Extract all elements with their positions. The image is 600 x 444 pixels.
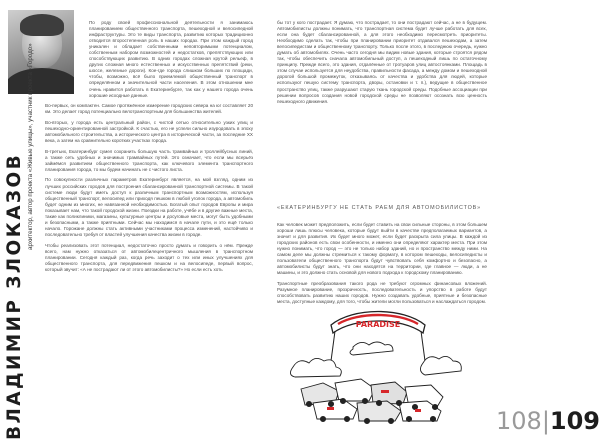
article-column-2	[277, 20, 487, 109]
pull-quote: «ЕКАТЕРИНБУРГУ НЕ СТАТЬ РАЕМ ДЛЯ АВТОМОБИЛИСТОВ»	[277, 205, 482, 211]
cars-traffic-jam	[301, 379, 443, 424]
paradise-traffic-illustration	[283, 303, 473, 426]
author-role: архитектор, автор проекта «Живые улицы», участник проекта «Городо»	[27, 43, 34, 250]
paragraph: Как человек может предположить, если будет ставить на свои сильные стороны, в этом большем хороши лишь плюсы человека, которые будут выйти в качестве предполагаемых вариантов, а значит и для развития. Их будет много может, если будет раскрыта сила улицы. В каждой из городских районов есть свои особенности, и именно они определяют характер места. При этом нужно понимать, что город — это не только набор зданий, но и пространство между ними. На самом деле мы должны стремиться к такому формату, в котором пешеходы, велосипедисты и пользователи общественного транспорта будут чувствовать себя комфортно и безопасно, а автомобилисты будут знать, что они находятся на территории, где главное — люди, а не машины, и это должно стать основой для нового подхода к городскому планированию.	[277, 222, 487, 276]
article-column-2-continued	[277, 222, 487, 310]
clouds	[290, 342, 461, 377]
paragraph: По роду своей профессиональной деятельности я занимаюсь планированием общественного транспорта, пешеходной и велосипедной инфраструктуры. Это те виды транспорта, развитию которых традиционно отводится второстепенная роль в наших городах. При этом каждый город уникален и обладает собственными неповторимыми потенциалом, собственным набором возможностей и недостатков, препятствующих или способствующих развитию. В одних городах сложная крутой рельеф, в других сложная много естественных и искусственных препятствий (реки, шоссе, железные дороги). Кое-где города слишком больших по площади, чтобы, возможно, всё было приемлемой общественный транспорт в определённом и значительной части населения. В этом отношении мне очень нравится работать в Екатеринбурге, так как у нашего города очень хорошие исходные данные.	[89, 20, 253, 98]
paragraph: В-третьих, Екатеринбург сумел сохранить большую часть трамвайных и троллейбусных линий, а также сеть удобных и значимых трамвайных путей. Это означает, что если мы всерьёз займёмся развитием общественного транспорта, как ключевого элемента транспортного планирования города, то мы будем начинать не с чистого листа.	[45, 148, 253, 172]
paragraph: Во-вторых, у города есть центральный район, с чистой сетью относительно узких улиц и пешеходно-ориентированной застройкой. К счастью, его не успели сильно изуродовать в эпоху автомобильного строительства, а исторического центра в исторической части, за последние XX века, а затем на сравнительно коротких участках города.	[45, 119, 253, 144]
paragraph: По совокупности различных параметров Екатеринбург является, на мой взгляд, одним из лучших российских городов для построения сбалансированной транспортной системы. В такой системе люди будут иметь доступ к различным транспортным возможностям, используя общественный транспорт, велосипед или приходя пешком в любой уголок города, а автомобиль будет одним из многих, не навязанной необходимостью. Богатый опыт городов Европы и мира показывает нам, что такой городской жизни. Поездки на работе, учёбе и в другие важные места, такие как поликлиники, магазины, культурные центры и досуговые места, могут быть удобными и безопасными, а также приятными. Сейчас мы находимся в начале пути, и это ещё только начало. Горожане должны стать активными участниками процесса изменений, настойчиво и последовательно требуя от властей улучшения качества жизни в городе.	[45, 177, 253, 237]
paragraph: Во-первых, он компактен. Самое протяжённое измерение городских севера на юг составляет 20 км. Это делает город потенциально велотранспортным для большинства жителей.	[45, 103, 253, 115]
paragraph: бы тот у кого пострадает. Я думаю, что пострадает, то они пострадают сейчас, а не в будущем. Автомобилисты должны понимать, что транспортная система будет лучше работать для всех, если она будет сбалансированной, а для этого необходимо пересмотреть приоритеты. Необходимо сделать так, чтобы при планировании приоритет отдавался пешеходам, а затем велосипедистам и общественному транспорту. Только после этого, в последнюю очередь, нужно думать об автомобилях. Очень часто сегодня мы видим новые здания, которые строятся рядом так, чтобы обеспечить сначала автомобильный доступ, а пешеходный лишь по остаточному принципу. Прежде всего, это здания, отдалённые от тротуаров улиц автостоянками. Площадь в этом случае используется для неудобства, правильности фасада, а между домом и пешеходной дорогой большой промежуток, отказываясь от качества и удобства для людей, которые используют пешую систему транспорта, дворы, остановки и т. п.), ведущие в общественное пространство улиц, также разрушают старую ткань городской среды. Подобные ассоциации при решении вопросов создания новой городской среды не позволяют осознать всю ценность пешеходного движения.	[277, 20, 487, 104]
article-column-1	[45, 20, 253, 277]
page-number-left: 108	[496, 407, 542, 435]
paragraph: Транспортные преобразования такого рода не требуют огромных финансовых вложений. Разумное планирование, прозрачность, последовательность и упорство в работе будут способствовать развитию наших городов. Нужно создавать удобные, приятные и безопасные места, доступные каждому, для того, чтобы жители могли пользоваться и наслаждаться городом.	[277, 281, 487, 305]
author-name: ВЛАДИМИР ЗЛОКАЗОВ	[4, 152, 25, 440]
page-numbers	[496, 408, 600, 434]
page-number-separator: |	[541, 407, 550, 435]
paradise-sign	[331, 312, 425, 362]
paragraph: Чтобы реализовать этот потенциал, недостаточно просто думать и говорить о нём. Прежде всего, нам нужно отказаться от автомобилецентричного мышления в транспортном планировании. Сегодня каждый раз, когда речь заходит о тех или иных улучшениях для общественного транспорта, для передвижения пешком и на велосипеде, первый вопрос, который звучит: «А не пострадают ли от этого автомобилисты?» Но если есть хоть	[45, 242, 253, 272]
page-number-right: 109	[549, 407, 600, 435]
paradise-sign-label: PARADISE	[355, 320, 401, 329]
